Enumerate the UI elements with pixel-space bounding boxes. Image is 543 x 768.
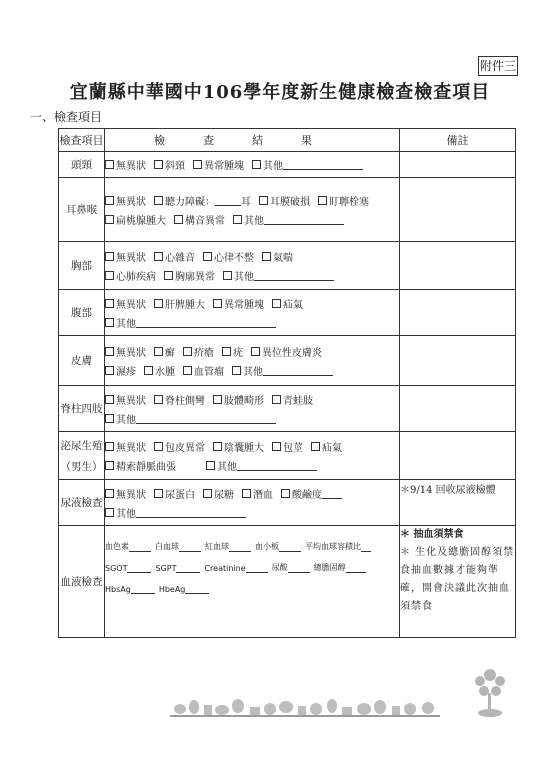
- checkbox[interactable]: [259, 196, 268, 205]
- row-spine: [59, 386, 516, 432]
- checkbox[interactable]: [272, 299, 281, 308]
- option[interactable]: 陰囊腫大: [213, 439, 264, 454]
- option[interactable]: 無異狀: [105, 296, 146, 311]
- checkbox[interactable]: [183, 347, 192, 356]
- option[interactable]: 其他: [206, 458, 317, 473]
- option[interactable]: 異常腫塊: [213, 296, 264, 311]
- option[interactable]: 疣: [222, 344, 243, 359]
- row-skin: [59, 336, 516, 386]
- lab-field[interactable]: 尿酸: [272, 562, 310, 573]
- lab-field[interactable]: Creatinine: [204, 562, 267, 573]
- row-chest: [59, 242, 516, 290]
- option[interactable]: 無異狀: [105, 344, 146, 359]
- row-sublabel: （男生）: [60, 460, 103, 473]
- checkbox[interactable]: [154, 489, 163, 498]
- checkbox[interactable]: [105, 347, 114, 356]
- blank-line[interactable]: [254, 270, 334, 281]
- option[interactable]: 異位性皮膚炎: [251, 344, 322, 359]
- checkbox[interactable]: [105, 160, 114, 169]
- row-genital: [59, 432, 516, 480]
- lab-field[interactable]: 白血球: [155, 541, 201, 552]
- checkbox[interactable]: [154, 395, 163, 404]
- checkbox[interactable]: [203, 489, 212, 498]
- checkbox[interactable]: [242, 489, 251, 498]
- lab-field[interactable]: HbeAg: [159, 583, 210, 594]
- checkbox[interactable]: [105, 489, 114, 498]
- page-title: 宜蘭縣中華國中106學年度新生健康檢查檢查項目: [69, 82, 491, 103]
- option[interactable]: 其他: [232, 363, 333, 378]
- notes-cell: [400, 432, 516, 480]
- blank-line[interactable]: [263, 365, 333, 376]
- row-label: 血液檢查: [59, 526, 105, 638]
- checkbox[interactable]: [233, 215, 242, 224]
- lab-field[interactable]: SGPT: [155, 562, 200, 573]
- option[interactable]: 其他: [252, 157, 363, 172]
- row-label: 脊柱四肢: [59, 386, 105, 432]
- option[interactable]: 胸廓異常: [164, 268, 215, 283]
- checkbox[interactable]: [105, 299, 114, 308]
- exam-table: [58, 128, 516, 638]
- blank-line[interactable]: [264, 214, 344, 225]
- blood-note-fasting: ＊ 抽血須禁食: [400, 529, 464, 540]
- checkbox[interactable]: [105, 508, 114, 517]
- option[interactable]: 無異狀: [105, 486, 146, 501]
- option[interactable]: 其他: [105, 411, 276, 426]
- option[interactable]: 氣喘: [262, 249, 293, 264]
- checkbox[interactable]: [105, 318, 114, 327]
- option[interactable]: 濕疹: [105, 363, 136, 378]
- row-head-neck: [59, 152, 516, 178]
- notes-cell: [400, 152, 516, 178]
- option[interactable]: 肢體畸形: [213, 392, 264, 407]
- checkbox[interactable]: [105, 414, 114, 423]
- checkbox[interactable]: [154, 442, 163, 451]
- lab-field[interactable]: HbsAg: [105, 583, 155, 594]
- notes-cell: [400, 242, 516, 290]
- lab-field[interactable]: 血小板: [255, 541, 301, 552]
- checkbox[interactable]: [154, 252, 163, 261]
- checkbox[interactable]: [105, 442, 114, 451]
- checkbox[interactable]: [154, 347, 163, 356]
- checkbox[interactable]: [213, 442, 222, 451]
- option[interactable]: 其他: [105, 315, 276, 330]
- row-label: 胸部: [59, 242, 105, 290]
- option[interactable]: 青蛙肢: [272, 392, 313, 407]
- option[interactable]: 耳膜破損: [259, 193, 310, 208]
- row-urine: [59, 480, 516, 526]
- row-label: 頭頸: [59, 152, 105, 178]
- notes-cell: [400, 178, 516, 242]
- option[interactable]: 酸鹼度: [281, 486, 342, 501]
- flower-decoration: [470, 665, 510, 720]
- checkbox[interactable]: [183, 366, 192, 375]
- lab-field[interactable]: 總膽固醇: [314, 562, 366, 573]
- row-label: 皮膚: [59, 336, 105, 386]
- blank-line[interactable]: [215, 195, 241, 206]
- option[interactable]: 構音異常: [174, 212, 225, 227]
- checkbox[interactable]: [174, 215, 183, 224]
- option[interactable]: 心肺疾病: [105, 268, 156, 283]
- option[interactable]: 血管瘤: [183, 363, 224, 378]
- checkbox[interactable]: [105, 395, 114, 404]
- row-ent: [59, 178, 516, 242]
- checkbox[interactable]: [262, 252, 271, 261]
- checkbox[interactable]: [105, 196, 114, 205]
- option[interactable]: 疥瘡: [183, 344, 214, 359]
- checkbox[interactable]: [105, 366, 114, 375]
- row-label: 腹部: [59, 290, 105, 336]
- checkbox[interactable]: [318, 196, 327, 205]
- checkbox[interactable]: [144, 366, 153, 375]
- option[interactable]: 無異狀: [105, 157, 146, 172]
- blank-line[interactable]: [136, 413, 276, 424]
- blank-line[interactable]: [322, 488, 342, 499]
- option[interactable]: 其他: [105, 505, 246, 520]
- checkbox[interactable]: [164, 271, 173, 280]
- option[interactable]: 疝氣: [272, 296, 303, 311]
- option[interactable]: 包莖: [272, 439, 303, 454]
- row-blood: [59, 526, 516, 638]
- option[interactable]: 無異狀: [105, 439, 146, 454]
- option[interactable]: 脊柱側彎: [154, 392, 205, 407]
- option[interactable]: 扁桃腺腫大: [105, 212, 166, 227]
- checkbox[interactable]: [232, 366, 241, 375]
- checkbox[interactable]: [311, 442, 320, 451]
- option[interactable]: 肝脾腫大: [154, 296, 205, 311]
- blank-line[interactable]: [136, 317, 276, 328]
- checkbox[interactable]: [105, 215, 114, 224]
- option[interactable]: 無異狀: [105, 249, 146, 264]
- header-results: 檢查結果: [105, 129, 400, 152]
- urine-note: ＊9/14 回收尿液檢體: [400, 480, 516, 526]
- lab-field[interactable]: 血色素: [105, 541, 151, 552]
- notes-cell: [400, 336, 516, 386]
- option[interactable]: 水腫: [144, 363, 175, 378]
- checkbox[interactable]: [213, 395, 222, 404]
- lab-field[interactable]: 紅血球: [205, 541, 251, 552]
- option[interactable]: 心雜音: [154, 249, 195, 264]
- checkbox[interactable]: [154, 196, 163, 205]
- option[interactable]: 無異狀: [105, 392, 146, 407]
- option[interactable]: 疝氣: [311, 439, 342, 454]
- checkbox[interactable]: [281, 489, 290, 498]
- option[interactable]: 精索靜脈曲張: [105, 458, 176, 473]
- blood-note-detail: ＊ 生化及總膽固醇須禁食抽血數據才能夠準確，開會決議此次抽血須禁食: [400, 547, 515, 612]
- option[interactable]: 盯聹栓塞: [318, 193, 369, 208]
- option[interactable]: 斜頸: [154, 157, 185, 172]
- option[interactable]: 聽力障礙： 耳: [154, 193, 251, 208]
- notes-cell: [400, 290, 516, 336]
- checkbox[interactable]: [252, 160, 261, 169]
- option[interactable]: 其他: [233, 212, 344, 227]
- checkbox[interactable]: [154, 160, 163, 169]
- option[interactable]: 無異狀: [105, 193, 146, 208]
- blank-line[interactable]: [283, 159, 363, 170]
- option[interactable]: 包皮異常: [154, 439, 205, 454]
- option[interactable]: 心律不整: [203, 249, 254, 264]
- checkbox[interactable]: [272, 442, 281, 451]
- blank-line[interactable]: [237, 460, 317, 471]
- checkbox[interactable]: [105, 252, 114, 261]
- option[interactable]: 異常腫塊: [193, 157, 244, 172]
- option[interactable]: 潛血: [242, 486, 273, 501]
- checkbox[interactable]: [223, 271, 232, 280]
- header-item: 檢查項目: [59, 129, 105, 152]
- row-label: 尿液檢查: [59, 480, 105, 526]
- footer-decoration: [170, 697, 440, 719]
- option[interactable]: 其他: [223, 268, 334, 283]
- option[interactable]: 癬: [154, 344, 175, 359]
- row-label: 耳鼻喉: [59, 178, 105, 242]
- checkbox[interactable]: [193, 160, 202, 169]
- option[interactable]: 尿蛋白: [154, 486, 195, 501]
- checkbox[interactable]: [251, 347, 260, 356]
- section-heading: 一、檢查項目: [30, 110, 103, 124]
- header-notes: 備註: [400, 129, 516, 152]
- checkbox[interactable]: [272, 395, 281, 404]
- table-header: [59, 129, 516, 152]
- checkbox[interactable]: [154, 299, 163, 308]
- checkbox[interactable]: [105, 461, 114, 470]
- row-abdomen: [59, 290, 516, 336]
- checkbox[interactable]: [213, 299, 222, 308]
- checkbox[interactable]: [222, 347, 231, 356]
- notes-cell: [400, 386, 516, 432]
- checkbox[interactable]: [206, 461, 215, 470]
- option[interactable]: 尿糖: [203, 486, 234, 501]
- attachment-label: 附件三: [478, 56, 518, 76]
- checkbox[interactable]: [105, 271, 114, 280]
- row-label: 泌尿生殖: [60, 439, 103, 452]
- lab-field[interactable]: 平均血球容積比: [305, 541, 371, 552]
- blank-line[interactable]: [136, 507, 246, 518]
- lab-field[interactable]: SGOT: [105, 562, 151, 573]
- checkbox[interactable]: [203, 252, 212, 261]
